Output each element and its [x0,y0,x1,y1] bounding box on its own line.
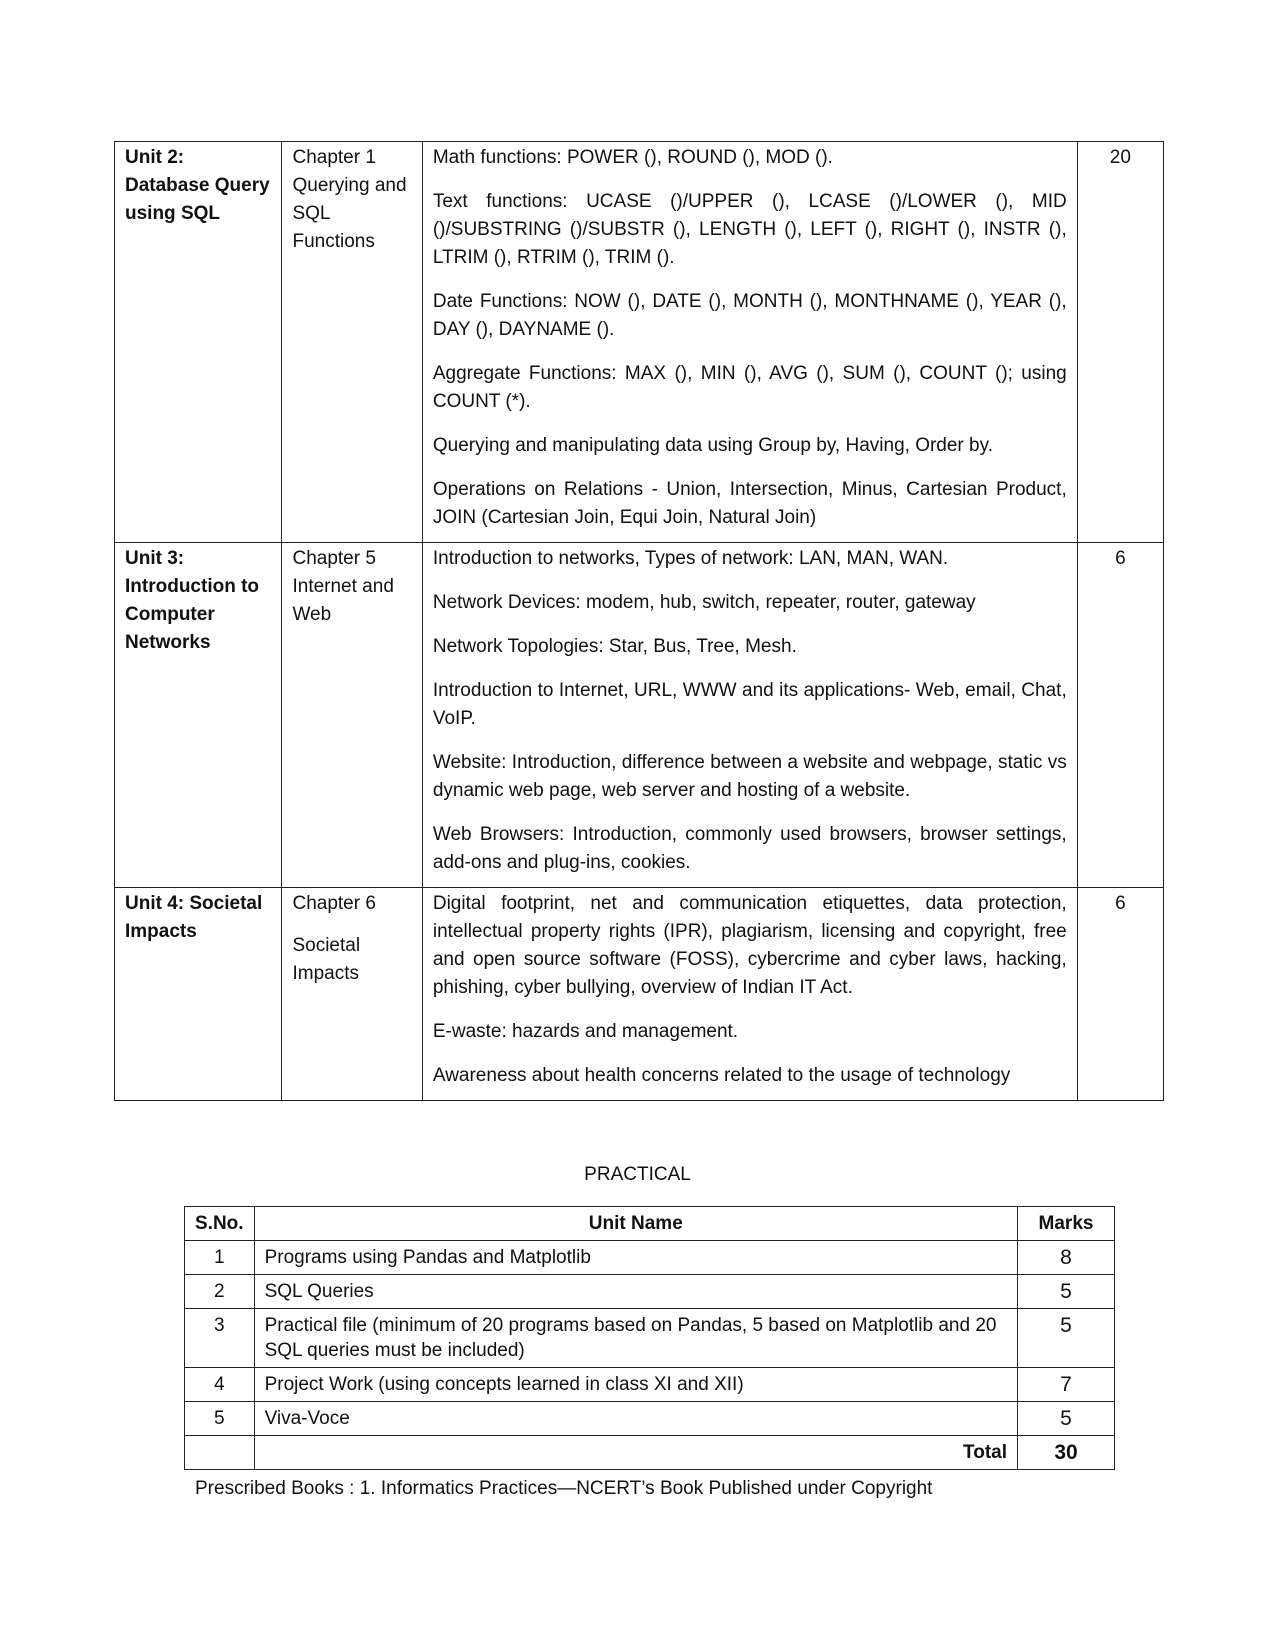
unit-name-cell: SQL Queries [254,1275,1017,1309]
table-header-row [185,1207,1115,1241]
sno-cell: 3 [185,1309,255,1368]
sno-cell: 2 [185,1275,255,1309]
sno-cell: 4 [185,1368,255,1402]
topics-cell [422,142,1077,543]
unit-name-cell: Project Work (using concepts learned in class XI and XII) [254,1368,1017,1402]
unit-row [115,543,1164,888]
unit-name-cell: Viva-Voce [254,1402,1017,1436]
table-row [185,1241,1115,1275]
syllabus-table [114,141,1164,1101]
topic-item: Introduction to Internet, URL, WWW and its applications- Web, email, Chat, VoIP. [432,680,1067,729]
topic-item: Operations on Relations - Union, Intersection, Minus, Cartesian Product, JOIN (Cartesian Join, Equi Join, Natural Join) [432,479,1067,528]
marks-cell: 8 [1018,1241,1115,1275]
chapter-cell [282,142,422,543]
topic-item: Querying and manipulating data using Group by, Having, Order by. [432,435,993,456]
topic-item: Network Devices: modem, hub, switch, repeater, router, gateway [432,592,976,613]
unit-name-cell: Programs using Pandas and Matplotlib [254,1241,1017,1275]
chapter-cell [282,888,422,1101]
chapter-cell [282,543,422,888]
marks-cell: 6 [1077,543,1163,888]
chapter-number: Chapter 6 [292,893,376,914]
sno-cell: 5 [185,1402,255,1436]
unit-name-cell: Practical file (minimum of 20 programs based on Pandas, 5 based on Matplotlib and 20 SQL queries must be included) [254,1309,1017,1368]
sno-cell: 1 [185,1241,255,1275]
unit-cell [115,543,282,888]
chapter-title: Internet and Web [292,576,394,625]
topic-item: Awareness about health concerns related to the usage of technology [432,1065,1011,1086]
topic-item: Web Browsers: Introduction, commonly used browsers, browser settings, add-ons and plug-ins, cookies. [432,824,1067,873]
chapter-title: Societal Impacts [292,935,361,984]
unit-cell [115,888,282,1101]
chapter-title: Querying and SQL Functions [292,175,407,252]
topic-item: Aggregate Functions: MAX (), MIN (), AVG (), SUM (), COUNT (); using COUNT (*). [432,363,1067,412]
unit-cell [115,142,282,543]
marks-cell: 7 [1018,1368,1115,1402]
marks-cell: 5 [1018,1402,1115,1436]
topic-item: Digital footprint, net and communication etiquettes, data protection, intellectual property rights (IPR), plagiarism, licensing and copyright, free and open source software (FOSS), cybercrime and cyber laws, hacking, phishing, cyber bullying, overview of Indian IT Act. [432,893,1067,998]
sno-header: S.No. [185,1207,255,1241]
total-value: 30 [1018,1436,1115,1470]
unit-row [115,888,1164,1101]
topic-item: Introduction to networks, Types of network: LAN, MAN, WAN. [432,548,949,569]
unit-name-header: Unit Name [254,1207,1017,1241]
practical-heading: PRACTICAL [584,1164,691,1185]
marks-cell: 5 [1018,1275,1115,1309]
unit-title: Unit 4: Societal Impacts [125,893,263,942]
table-row [185,1402,1115,1436]
topic-item: Text functions: UCASE ()/UPPER (), LCASE ()/LOWER (), MID ()/SUBSTRING ()/SUBSTR (), LENGTH (), LEFT (), RIGHT (), INSTR (), LTRIM (), RTRIM (), TRIM (). [432,191,1067,268]
topic-item: Website: Introduction, difference between a website and webpage, static vs dynamic web page, web server and hosting of a website. [432,752,1067,801]
unit-title: Introduction to Computer Networks [125,576,260,653]
empty-cell [185,1436,255,1470]
unit-number: Unit 2: [125,147,185,168]
prescribed-books: Prescribed Books : 1. Informatics Practices—NCERT’s Book Published under Copyright [195,1478,933,1499]
marks-cell: 20 [1077,142,1163,543]
chapter-number: Chapter 1 [292,147,376,168]
practical-table [184,1206,1115,1470]
chapter-number: Chapter 5 [292,548,376,569]
topic-item: Date Functions: NOW (), DATE (), MONTH (), MONTHNAME (), YEAR (), DAY (), DAYNAME (). [432,291,1067,340]
table-row [185,1309,1115,1368]
total-label: Total [254,1436,1017,1470]
marks-cell: 6 [1077,888,1163,1101]
unit-number: Unit 3: [125,548,185,569]
topic-item: Math functions: POWER (), ROUND (), MOD (). [432,147,833,168]
table-row [185,1275,1115,1309]
unit-row [115,142,1164,543]
topics-cell [422,888,1077,1101]
table-row [185,1368,1115,1402]
topic-item: Network Topologies: Star, Bus, Tree, Mesh. [432,636,797,657]
unit-title: Database Query using SQL [125,175,270,224]
marks-header: Marks [1018,1207,1115,1241]
topics-cell [422,543,1077,888]
topic-item: E-waste: hazards and management. [432,1021,739,1042]
marks-cell: 5 [1018,1309,1115,1368]
total-row [185,1436,1115,1470]
